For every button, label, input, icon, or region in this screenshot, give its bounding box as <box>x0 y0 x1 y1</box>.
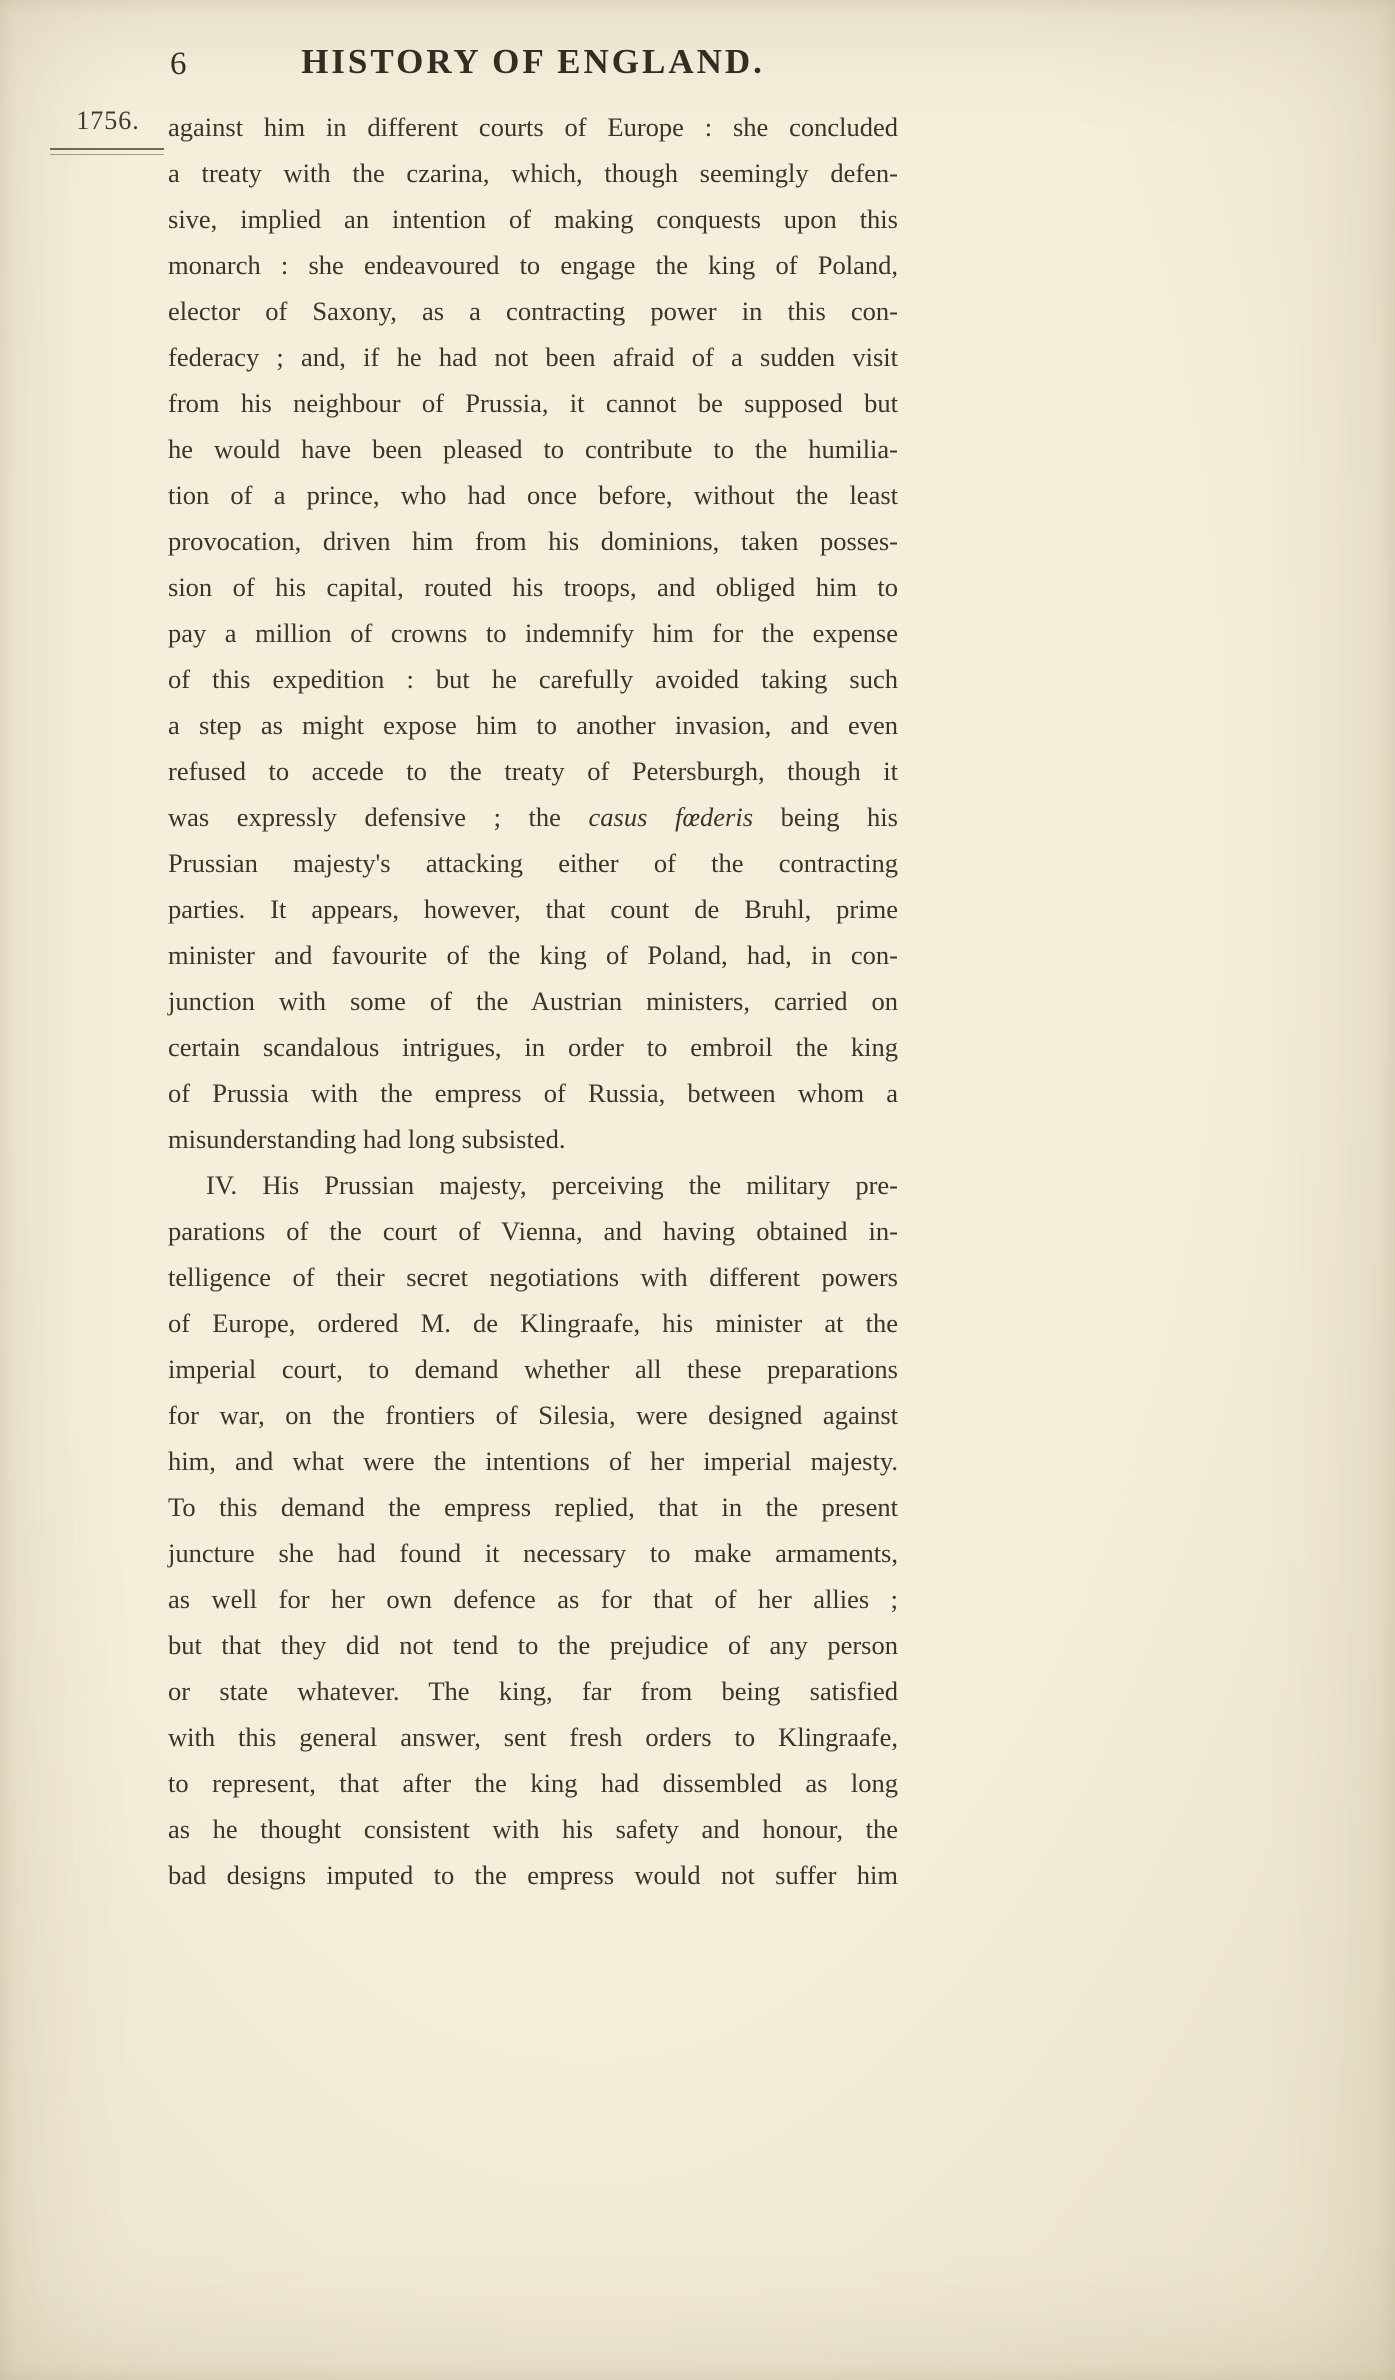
text-line: but that they did not tend to the prejudice of any person <box>168 1630 898 1660</box>
paragraph <box>168 1162 898 1898</box>
text-line: pay a million of crowns to indemnify him for the expense <box>168 618 898 648</box>
page-number: 6 <box>170 46 188 82</box>
text-line: parties. It appears, however, that count de Bruhl, prime <box>168 894 898 924</box>
margin-rule <box>50 148 164 155</box>
text-line: sion of his capital, routed his troops, and obliged him to <box>168 572 898 602</box>
text-block <box>168 104 898 1898</box>
text-line: misunderstanding had long subsisted. <box>168 1124 566 1154</box>
text-line: juncture she had found it necessary to make armaments, <box>168 1538 898 1568</box>
text-line: as well for her own defence as for that of her allies ; <box>168 1584 898 1614</box>
text-line: a step as might expose him to another invasion, and even <box>168 710 898 740</box>
text-line: minister and favourite of the king of Poland, had, in con- <box>168 940 898 970</box>
text-line: monarch : she endeavoured to engage the king of Poland, <box>168 250 898 280</box>
text-line: as he thought consistent with his safety and honour, the <box>168 1814 898 1844</box>
text-line: telligence of their secret negotiations with different powers <box>168 1262 898 1292</box>
text-line: IV. His Prussian majesty, perceiving the military pre- <box>206 1170 898 1200</box>
text-line: parations of the court of Vienna, and having obtained in- <box>168 1216 898 1246</box>
text-line: for war, on the frontiers of Silesia, were designed against <box>168 1400 898 1430</box>
running-title: HISTORY OF ENGLAND. <box>301 42 765 81</box>
text-line: him, and what were the intentions of her imperial majesty. <box>168 1446 898 1476</box>
text-line: junction with some of the Austrian ministers, carried on <box>168 986 898 1016</box>
text-line: refused to accede to the treaty of Petersburgh, though it <box>168 756 898 786</box>
text-line: certain scandalous intrigues, in order to embroil the king <box>168 1032 898 1062</box>
text-line: from his neighbour of Prussia, it cannot be supposed but <box>168 388 898 418</box>
text-line: he would have been pleased to contribute to the humilia- <box>168 434 898 464</box>
text-line: imperial court, to demand whether all these preparations <box>168 1354 898 1384</box>
text-line: of Europe, ordered M. de Klingraafe, his minister at the <box>168 1308 898 1338</box>
text-line: against him in different courts of Europe : she concluded <box>168 112 898 142</box>
paragraph <box>168 104 898 1162</box>
text-line: of this expedition : but he carefully avoided taking such <box>168 664 898 694</box>
text-line: or state whatever. The king, far from being satisfied <box>168 1676 898 1706</box>
text-line: to represent, that after the king had dissembled as long <box>168 1768 898 1798</box>
text-line: a treaty with the czarina, which, though seemingly defen- <box>168 158 898 188</box>
text-line: of Prussia with the empress of Russia, between whom a <box>168 1078 898 1108</box>
text-line: Prussian majesty's attacking either of the contracting <box>168 848 898 878</box>
text-line: provocation, driven him from his dominions, taken posses- <box>168 526 898 556</box>
text-line: tion of a prince, who had once before, without the least <box>168 480 898 510</box>
text-line: To this demand the empress replied, that in the present <box>168 1492 898 1522</box>
text-line: elector of Saxony, as a contracting power in this con- <box>168 296 898 326</box>
text-line: was expressly defensive ; the casus fœderis being his <box>168 802 898 832</box>
text-line: with this general answer, sent fresh orders to Klingraafe, <box>168 1722 898 1752</box>
margin-year-note: 1756. <box>76 106 140 135</box>
text-line: sive, implied an intention of making conquests upon this <box>168 204 898 234</box>
text-line: bad designs imputed to the empress would not suffer him <box>168 1860 898 1890</box>
text-line: federacy ; and, if he had not been afraid of a sudden visit <box>168 342 898 372</box>
